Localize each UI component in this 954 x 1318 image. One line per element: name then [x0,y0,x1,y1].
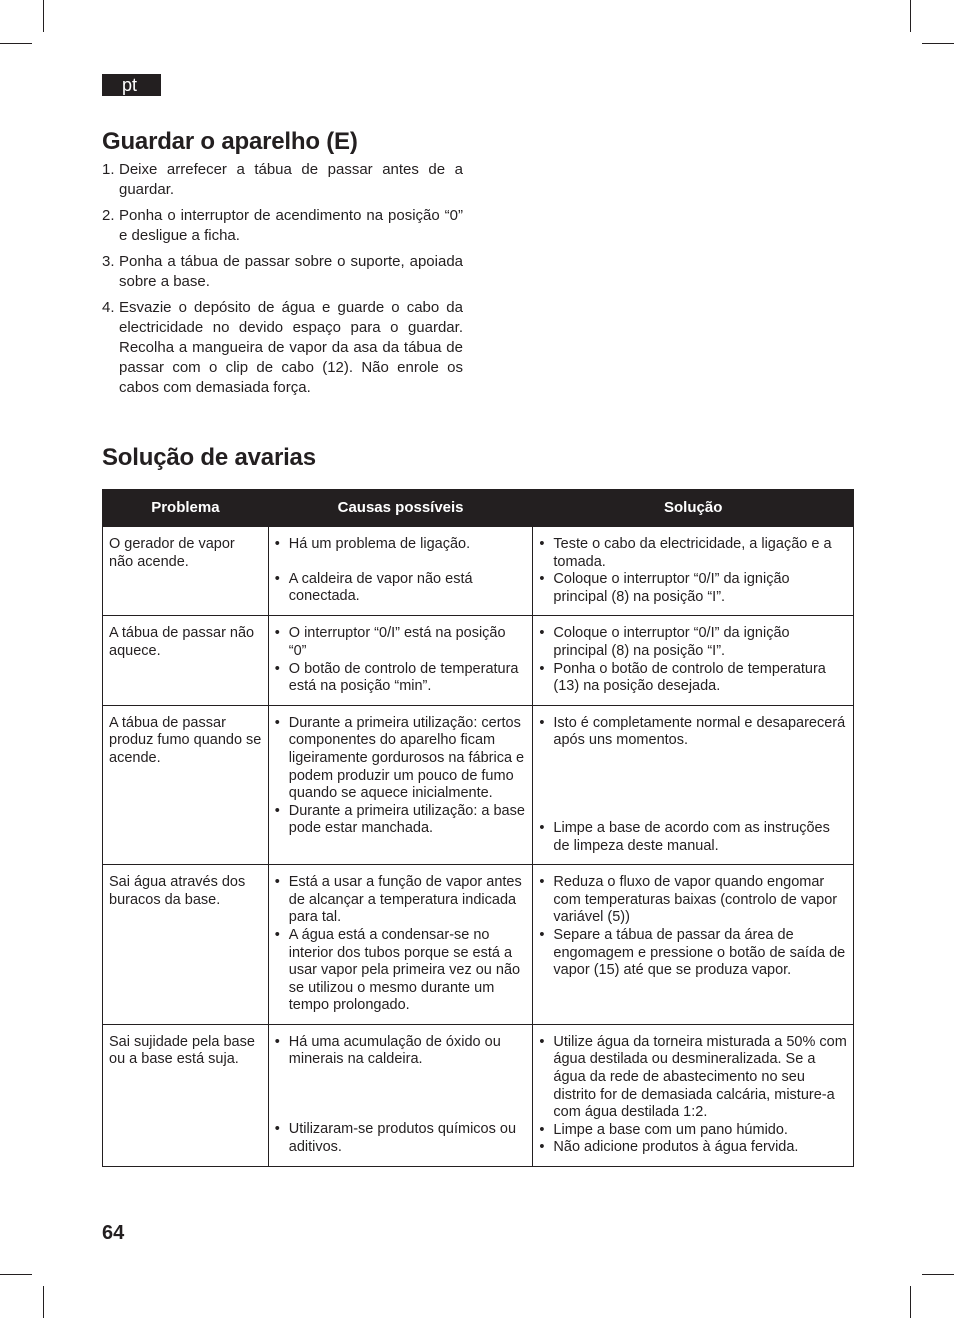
list-item [102,298,463,398]
bullet-icon: • [274,570,280,587]
item-text: Durante a primeira utilização: a base pode estar manchada. [288,802,525,837]
bullet-icon: • [274,1033,280,1050]
bullet-icon: • [539,1139,545,1156]
item-text: Coloque o interruptor “0/I” da ignição principal (8) na posição “I”. [553,625,790,659]
step-text: Deixe arrefecer a tábua de passar antes de a guardar. [119,161,463,198]
list-item [539,571,847,606]
list-item [539,1034,847,1122]
list-item [539,927,847,980]
step-text: Ponha o interruptor de acendimento na posição “0” e desligue a ficha. [119,207,463,244]
cell-solutions [533,1024,854,1166]
step-number: 2. [102,207,115,224]
bullet-icon: • [274,625,280,642]
header-problem: Problema [103,490,269,527]
bullet-icon: • [274,1121,280,1138]
bullet-icon: • [539,536,545,552]
bullet-icon: • [539,714,545,731]
troubleshooting-table [102,489,854,1167]
cell-causes [268,527,533,616]
list-item [539,874,847,927]
list-item [275,661,527,696]
bullet-icon: • [539,819,545,836]
bullet-icon: • [539,874,545,891]
list-item [275,803,527,838]
list-item [539,1122,847,1140]
step-number: 4. [102,299,115,316]
item-text: Utilize água da torneira misturada a 50% com água destilada ou desmineralizada. Se a água da rede de abastecimento no seu distrito for de demasiada calcária, misture-a com água destilada 1:2. [553,1033,847,1121]
crop-mark [922,1274,954,1275]
cell-causes [268,1024,533,1166]
list-item [539,536,847,571]
cell-causes [268,616,533,705]
list-item [539,820,847,855]
crop-mark [43,1286,44,1318]
table-row [103,865,854,1025]
solutions-list [539,715,847,855]
cell-causes [268,865,533,1025]
bullet-icon: • [539,926,545,943]
item-text: O botão de controlo de temperatura está na posição “min”. [288,660,519,695]
crop-mark [910,0,911,32]
list-item [275,715,527,803]
header-causes: Causas possíveis [268,490,533,527]
causes-list [275,625,527,695]
cell-solutions [533,865,854,1025]
step-number: 1. [102,161,115,178]
list-item [275,1121,527,1156]
item-text: O interruptor “0/I” está na posição “0” [288,625,506,659]
item-text: Está a usar a função de vapor antes de alcançar a temperatura indicada para tal. [288,874,522,926]
item-text: Reduza o fluxo de vapor quando engomar com temperaturas baixas (controlo de vapor variável (5)) [553,874,838,926]
cell-solutions [533,527,854,616]
table-row [103,705,854,864]
cell-problem: O gerador de vapor não acende. [103,527,269,616]
cell-causes [268,705,533,864]
crop-mark [910,1286,911,1318]
bullet-icon: • [274,926,280,943]
step-text: Ponha a tábua de passar sobre o suporte, apoiada sobre a base. [119,253,463,290]
item-text: Limpe a base com um pano húmido. [553,1121,788,1138]
cell-problem: Sai sujidade pela base ou a base está suja. [103,1024,269,1166]
crop-mark [922,43,954,44]
header-solution: Solução [533,490,854,527]
list-item [539,1139,847,1157]
item-text: Durante a primeira utilização: certos componentes do aparelho ficam ligeiramente gordurosos na fábrica e podem produzir um pouco de fumo quando se aquece inicialmente. [288,714,525,802]
cell-problem: Sai água através dos buracos da base. [103,865,269,1025]
bullet-icon: • [539,571,545,588]
crop-mark [0,43,32,44]
list-item [102,252,463,292]
item-text: Há um problema de ligação. [288,536,471,552]
list-item [102,206,463,246]
list-item [539,715,847,750]
item-text: Isto é completamente normal e desaparecerá após uns momentos. [553,714,846,749]
step-number: 3. [102,253,115,270]
causes-list [275,1034,527,1156]
cell-solutions [533,705,854,864]
crop-mark [0,1274,32,1275]
bullet-icon: • [274,802,280,819]
section-title-troubleshooting: Solução de avarias [102,444,316,471]
solutions-list [539,1034,847,1157]
bullet-icon: • [539,1033,545,1050]
solutions-list [539,625,847,695]
list-item [539,625,847,660]
cell-problem: A tábua de passar não aquece. [103,616,269,705]
list-item [539,661,847,696]
storage-steps-list [102,160,463,404]
item-text: Utilizaram-se produtos químicos ou aditivos. [288,1121,517,1155]
bullet-icon: • [274,714,280,731]
bullet-icon: • [539,660,545,677]
list-item [275,625,527,660]
table-header-row [103,490,854,527]
bullet-icon: • [539,625,545,642]
page-number: 64 [102,1222,125,1244]
item-text: Não adicione produtos à água fervida. [553,1139,799,1156]
bullet-icon: • [539,1121,545,1138]
language-tag: pt [102,74,161,96]
step-text: Esvazie o depósito de água e guarde o cabo da electricidade no devido espaço para o guardar. Recolha a mangueira de vapor da asa da tábua de passar com o clip de cabo (12). Não enrole os cabos com demasiada força. [119,299,463,396]
table-body [103,527,854,1167]
bullet-icon: • [274,874,280,891]
table-row [103,1024,854,1166]
list-item [275,536,527,554]
table-row [103,616,854,705]
cell-solutions [533,616,854,705]
causes-list [275,536,527,606]
bullet-icon: • [274,536,280,552]
solutions-list [539,536,847,606]
table-row [103,527,854,616]
item-text: Limpe a base de acordo com as instruções de limpeza deste manual. [553,819,830,854]
item-text: Ponha o botão de controlo de temperatura (13) na posição desejada. [553,660,826,695]
list-item [275,927,527,1015]
item-text: A água está a condensar-se no interior dos tubos porque se está a usar vapor pela primeira vez ou não se utilizou o mesmo durante um tempo prolongado. [288,926,521,1014]
item-text: Separe a tábua de passar da área de engomagem e pressione o botão de saída de vapor (15) até que se produza vapor. [553,926,846,979]
cell-problem: A tábua de passar produz fumo quando se acende. [103,705,269,864]
item-text: A caldeira de vapor não está conectada. [288,570,473,605]
item-text: Coloque o interruptor “0/I” da ignição principal (8) na posição “I”. [553,571,790,605]
list-item [275,571,527,606]
crop-mark [43,0,44,32]
list-item [275,1034,527,1069]
causes-list [275,874,527,1015]
causes-list [275,715,527,838]
list-item [275,874,527,927]
bullet-icon: • [274,660,280,677]
solutions-list [539,874,847,980]
item-text: Há uma acumulação de óxido ou minerais na caldeira. [288,1033,501,1068]
section-title-store: Guardar o aparelho (E) [102,128,358,155]
list-item [102,160,463,200]
item-text: Teste o cabo da electricidade, a ligação e a tomada. [553,536,832,570]
